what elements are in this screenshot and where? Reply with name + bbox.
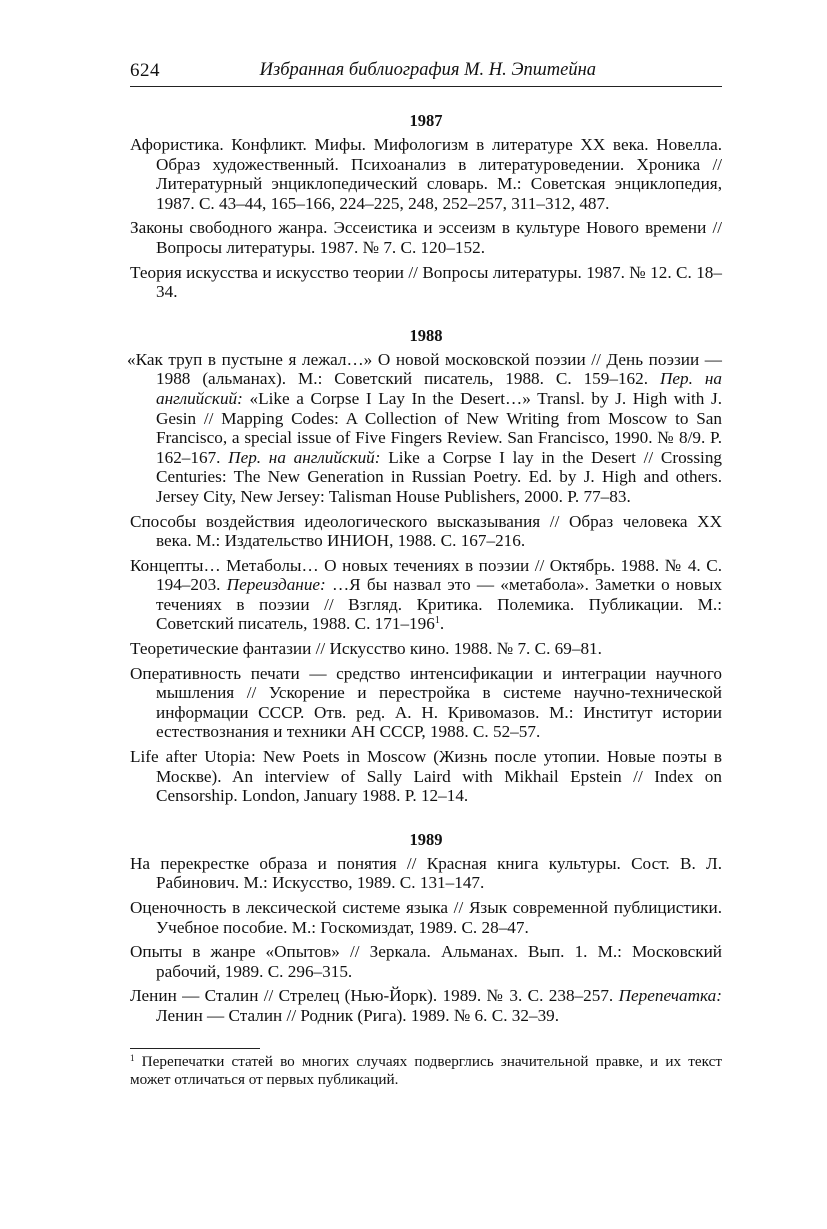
running-header	[130, 56, 722, 87]
bib-entry	[130, 986, 722, 1025]
entry-text: Ленин — Сталин // Стрелец (Нью-Йорк). 1989. № 3. С. 238–257.	[130, 986, 619, 1006]
bib-entry: Оперативность печати — средство интенсификации и интеграции научного мышления // Ускорение и перестройка в системе научно-технической информации СССР. Отв. ред. А. Н. Кривомазов. М.: Институт истории естествознания и техники АН СССР, 1988. С. 52–57.	[130, 663, 722, 742]
entry-text: …Я бы назвал это — «метабола». Заметки о новых течениях в поэзии // Взгляд. Критика. Полемика. Публикации. М.: Советский писатель, 1988. С. 171–196	[156, 575, 723, 634]
bib-entry	[127, 349, 723, 507]
page	[127, 56, 723, 1089]
year-heading-1988: 1988	[409, 325, 443, 345]
entry-text: «Как труп в пустыне я лежал…» О новой московской поэзии // День поэзии — 1988 (альманах). М.: Советский писатель, 1988. С. 159–162.	[127, 349, 722, 389]
footnote-ref[interactable]: 1	[434, 615, 440, 627]
footnote	[130, 1053, 722, 1089]
bib-entry: Life after Utopia: New Poets in Moscow (Жизнь после утопии. Новые поэты в Москве). An interview of Sally Laird with Mikhail Epstein // Index on Censorship. London, January 1988. P. 12–14.	[130, 747, 722, 806]
running-title: Избранная библиография М. Н. Эпштейна	[259, 60, 596, 80]
bib-entry: На перекрестке образа и понятия // Красная книга культуры. Сост. В. Л. Рабинович. М.: Искусство, 1989. С. 131–147.	[130, 853, 722, 893]
footnote-separator	[130, 1048, 260, 1049]
bib-entry: Теория искусства и искусство теории // Вопросы литературы. 1987. № 12. С. 18–34.	[130, 262, 722, 302]
footnote-mark: 1	[130, 1052, 135, 1063]
entry-text: Like a Corpse I lay in the Desert // Crossing Centuries: The New Generation in Russian Poetry. Ed. by J. High and others. Jersey City, New Jersey: Talisman House Publishers, 2000. P. 77–83.	[156, 447, 723, 506]
year-heading-1989: 1989	[409, 829, 443, 849]
entry-text: Концепты… Метаболы… О новых течениях в поэзии // Октябрь. 1988. № 4. С. 194–203.	[130, 555, 722, 595]
bib-entry: Оценочность в лексической системе языка // Язык современной публицистики. Учебное пособие. М.: Госкомиздат, 1989. С. 28–47.	[130, 898, 722, 937]
bib-entry	[130, 556, 722, 634]
translation-note: Пер. на английский:	[228, 447, 381, 467]
bib-entry: Афористика. Конфликт. Мифы. Мифологизм в литературе XX века. Новелла. Образ художественный. Психоанализ в литературоведении. Хроника // Литературный энциклопедический словарь. М.: Советская энциклопедия, 1987. С. 43–44, 165–166, 224–225, 248, 252–257, 311–312, 487.	[130, 135, 722, 213]
bib-entry: Законы свободного жанра. Эссеистика и эссеизм в культуре Нового времени // Вопросы литературы. 1987. № 7. С. 120–152.	[130, 218, 722, 257]
entry-text: «Like a Corpse I Lay In the Desert…» Transl. by J. High with J. Gesin // Mapping Codes: A Collection of New Writing from Moscow to San Francisco, a special issue of Five Fingers Review. San Francisco, 1990. № 8/9. P. 162–167.	[156, 388, 722, 467]
entry-text: Ленин — Сталин // Родник (Рига). 1989. № 6. С. 32–39.	[156, 1005, 560, 1025]
bib-entry: Опыты в жанре «Опытов» // Зеркала. Альманах. Вып. 1. М.: Московский рабочий, 1989. С. 296–315.	[130, 942, 722, 981]
republication-note: Переиздание:	[226, 575, 326, 595]
translation-note: Пер. на английский:	[156, 369, 722, 408]
page-number: 624	[130, 60, 160, 81]
footnote-text: Перепечатки статей во многих случаях подверглись значительной правке, и их текст может отличаться от первых публикаций.	[130, 1052, 722, 1088]
entry-text: .	[439, 614, 445, 634]
reprint-note: Перепечатка:	[618, 986, 722, 1006]
bib-entry: Способы воздействия идеологического высказывания // Образ человека XX века. М.: Издательство ИНИОН, 1988. С. 167–216.	[130, 511, 722, 551]
year-heading-1987: 1987	[409, 111, 443, 130]
bib-entry: Теоретические фантазии // Искусство кино. 1988. № 7. С. 69–81.	[130, 639, 602, 659]
